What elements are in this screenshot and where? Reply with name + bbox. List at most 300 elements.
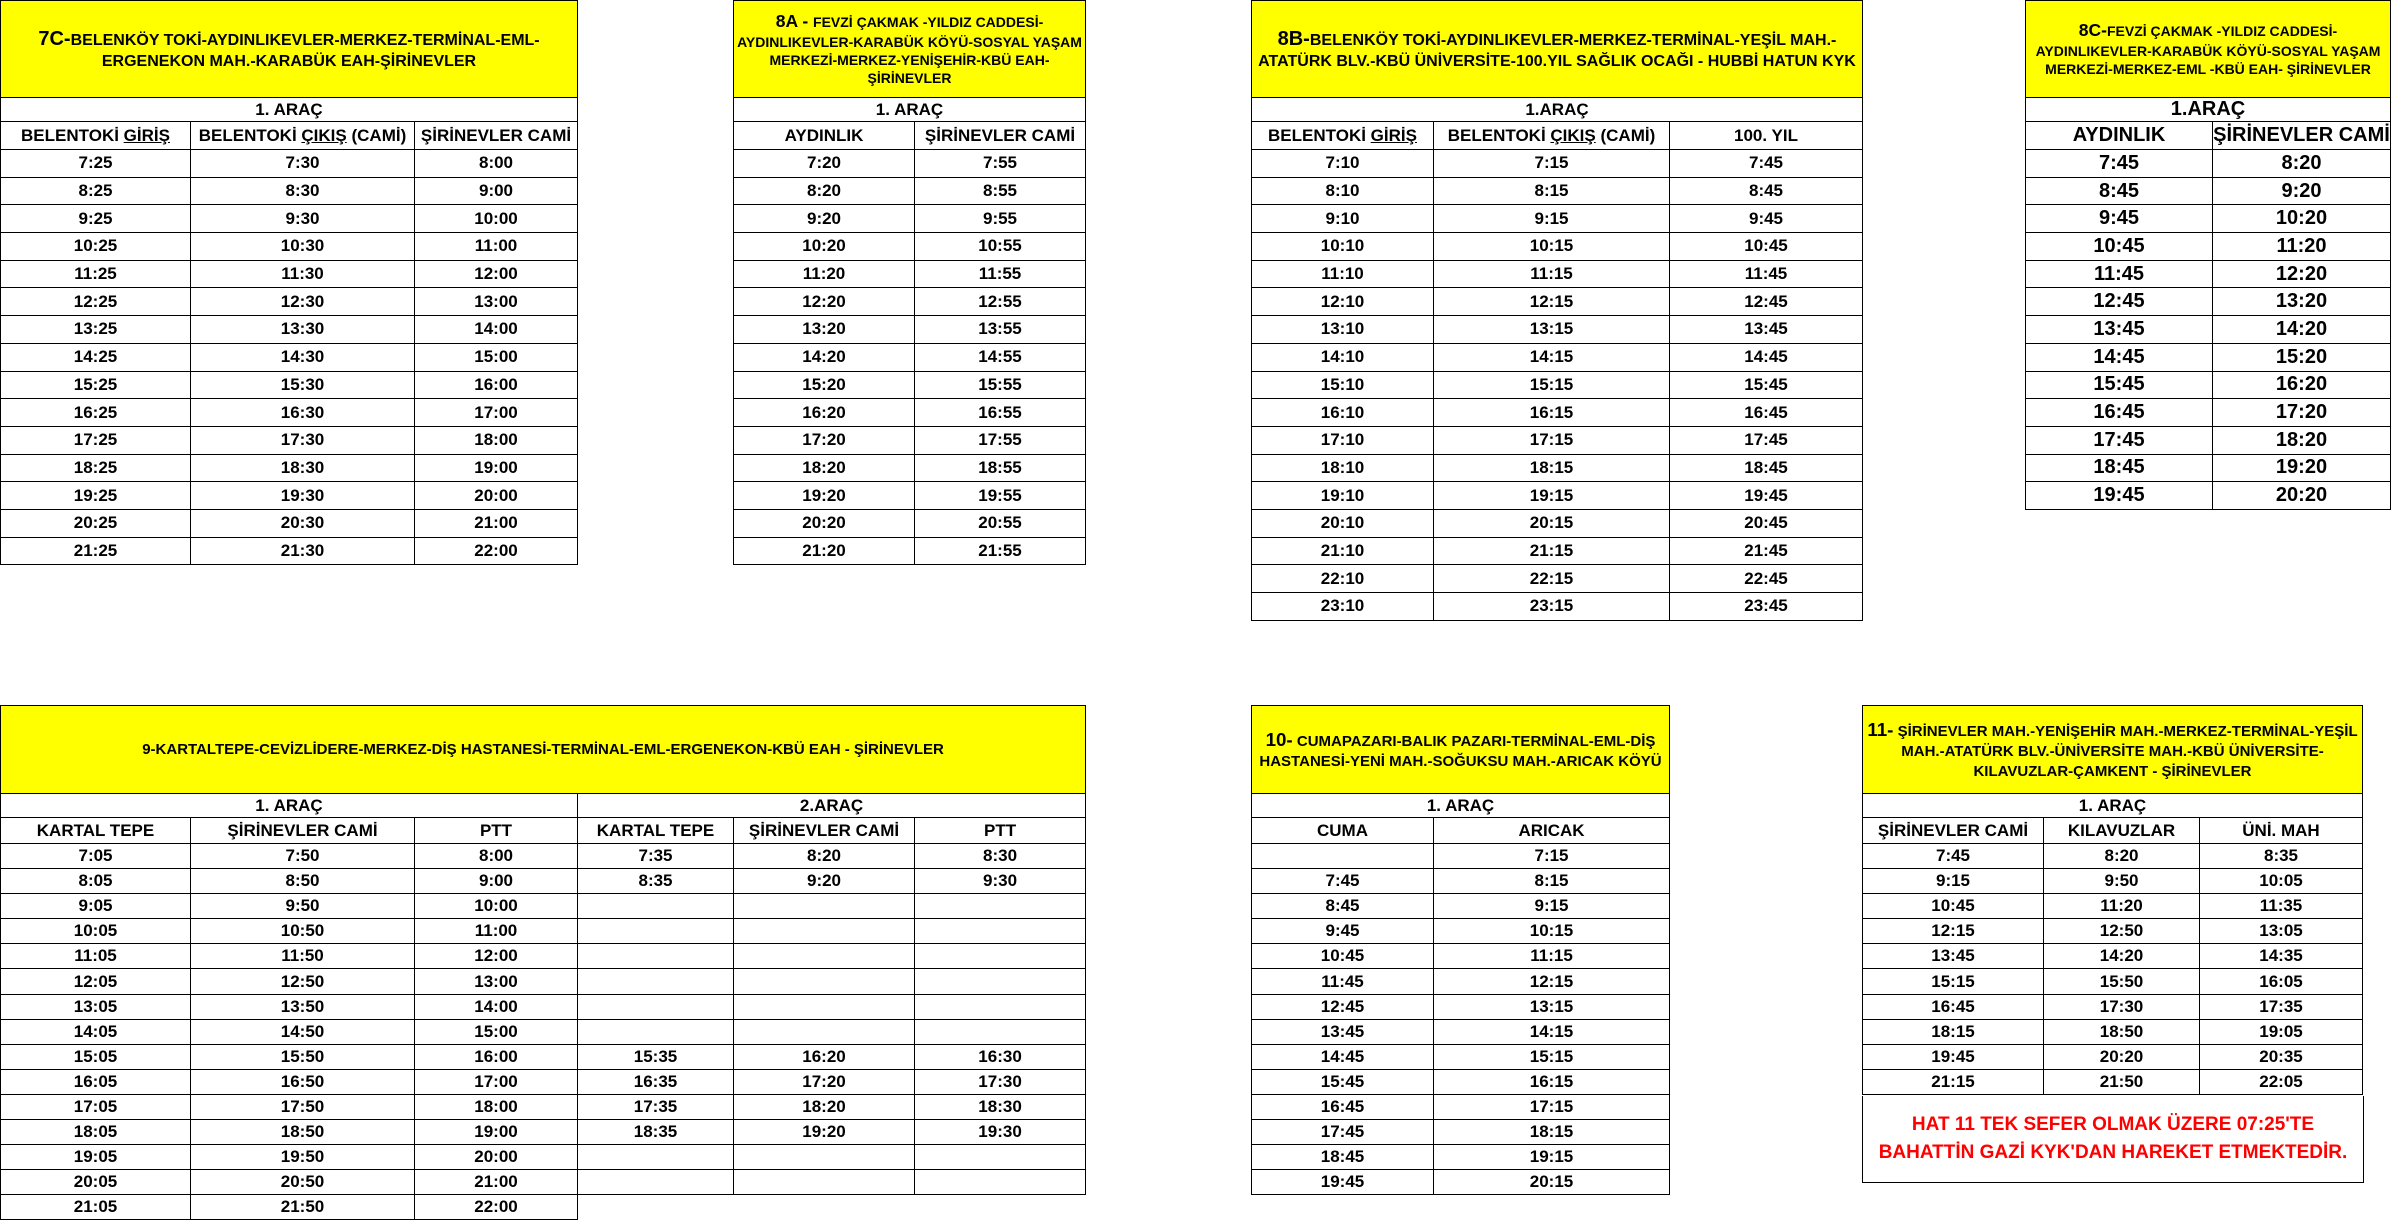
table-row (1252, 994, 1670, 1019)
time-cell: 12:10 (1252, 288, 1434, 316)
vehicle-label: 1. ARAÇ (1, 794, 578, 818)
time-cell: 9:00 (415, 177, 578, 205)
time-cell: 9:45 (2026, 205, 2213, 233)
time-cell (734, 994, 915, 1019)
table-row (1252, 371, 1863, 399)
time-cell: 16:55 (915, 399, 1086, 427)
time-cell: 10:15 (1434, 919, 1670, 944)
vehicle-label: 1. ARAÇ (1863, 794, 2363, 818)
time-cell: 11:20 (2213, 233, 2391, 261)
vehicle-label: 1.ARAÇ (1252, 98, 1863, 122)
table-row (734, 288, 1086, 316)
time-cell: 12:25 (1, 288, 191, 316)
time-cell (734, 969, 915, 994)
table-row (1252, 1145, 1670, 1170)
time-cell: 16:30 (191, 399, 415, 427)
table-row (2026, 426, 2391, 454)
time-cell: 14:20 (2044, 944, 2200, 969)
time-cell: 19:30 (915, 1120, 1086, 1145)
time-cell: 21:55 (915, 537, 1086, 565)
table-row (1252, 205, 1863, 233)
table-row (1, 426, 578, 454)
time-cell: 21:10 (1252, 537, 1434, 565)
time-cell: 18:00 (415, 1094, 578, 1119)
time-cell: 20:25 (1, 509, 191, 537)
time-cell: 16:00 (415, 371, 578, 399)
table-row (1, 1195, 1086, 1220)
timetable-t8a (733, 0, 1086, 565)
route-code: 8C- (2078, 20, 2107, 41)
time-cell: 20:00 (415, 482, 578, 510)
vehicle-label: 2.ARAÇ (578, 794, 1086, 818)
time-cell: 18:45 (2026, 454, 2213, 482)
time-cell: 17:45 (2026, 426, 2213, 454)
time-cell: 18:20 (734, 454, 915, 482)
time-cell: 8:45 (1670, 177, 1863, 205)
table-row (2026, 260, 2391, 288)
time-cell: 19:00 (415, 454, 578, 482)
table-row (1, 233, 578, 261)
time-cell: 11:10 (1252, 260, 1434, 288)
time-cell: 19:45 (2026, 482, 2213, 510)
route-title (1252, 1, 1863, 98)
time-cell: 17:35 (2200, 994, 2363, 1019)
time-cell (734, 1170, 915, 1195)
time-cell: 11:20 (734, 260, 915, 288)
time-cell: 19:10 (1252, 482, 1434, 510)
table-row (734, 316, 1086, 344)
time-cell: 21:15 (1863, 1069, 2044, 1094)
time-cell: 7:50 (191, 844, 415, 869)
time-cell: 9:10 (1252, 205, 1434, 233)
table-row (1, 343, 578, 371)
time-cell: 17:55 (915, 426, 1086, 454)
route-code: 7C- (38, 27, 71, 50)
stop-header: AYDINLIK (2026, 122, 2213, 150)
time-cell: 10:05 (2200, 869, 2363, 894)
time-cell: 17:45 (1670, 426, 1863, 454)
table-row (1252, 454, 1863, 482)
time-cell: 8:30 (915, 844, 1086, 869)
table-row (1252, 509, 1863, 537)
table-row (734, 482, 1086, 510)
time-cell: 9:15 (1434, 894, 1670, 919)
time-cell: 11:15 (1434, 944, 1670, 969)
time-cell (578, 919, 734, 944)
stop-header: BELENTOKİ ÇIKIŞ (CAMİ) (191, 122, 415, 150)
table-row (1252, 844, 1670, 869)
table-row (734, 399, 1086, 427)
table-row (1252, 482, 1863, 510)
time-cell: 11:45 (2026, 260, 2213, 288)
table-row (1, 482, 578, 510)
time-cell: 7:45 (1670, 150, 1863, 178)
time-cell: 16:00 (415, 1044, 578, 1069)
time-cell: 16:45 (1252, 1094, 1434, 1119)
time-cell: 19:05 (1, 1145, 191, 1170)
time-cell: 12:20 (2213, 260, 2391, 288)
vehicle-label: 1. ARAÇ (1252, 794, 1670, 818)
time-cell: 12:30 (191, 288, 415, 316)
time-cell: 21:05 (1, 1195, 191, 1220)
time-cell: 22:05 (2200, 1069, 2363, 1094)
time-cell: 20:20 (2213, 482, 2391, 510)
time-cell: 8:00 (415, 150, 578, 178)
table-row (1863, 869, 2363, 894)
time-cell: 16:35 (578, 1069, 734, 1094)
time-cell: 8:35 (578, 869, 734, 894)
time-cell: 16:05 (2200, 969, 2363, 994)
time-cell: 7:55 (915, 150, 1086, 178)
time-cell: 22:00 (415, 537, 578, 565)
time-cell: 17:30 (2044, 994, 2200, 1019)
time-cell: 8:15 (1434, 869, 1670, 894)
time-cell: 9:45 (1670, 205, 1863, 233)
time-cell: 14:20 (734, 343, 915, 371)
table-row (2026, 288, 2391, 316)
table-row (1252, 1094, 1670, 1119)
departure-note: HAT 11 TEK SEFER OLMAK ÜZERE 07:25'TE BAHATTİN GAZİ KYK'DAN HAREKET ETMEKTEDİR. (1862, 1096, 2364, 1183)
stop-header: CUMA (1252, 818, 1434, 844)
time-cell: 18:55 (915, 454, 1086, 482)
time-cell: 11:50 (191, 944, 415, 969)
time-cell: 13:30 (191, 316, 415, 344)
table-row (1, 1069, 1086, 1094)
time-cell: 16:45 (1863, 994, 2044, 1019)
stop-header: KILAVUZLAR (2044, 818, 2200, 844)
time-cell: 15:45 (1670, 371, 1863, 399)
time-cell: 19:45 (1670, 482, 1863, 510)
time-cell (1252, 844, 1434, 869)
table-row (1, 205, 578, 233)
table-row (2026, 454, 2391, 482)
table-row (1252, 150, 1863, 178)
time-cell: 11:05 (1, 944, 191, 969)
table-row (1, 844, 1086, 869)
route-code: 10- (1265, 728, 1293, 750)
time-cell: 15:35 (578, 1044, 734, 1069)
route-title (734, 1, 1086, 98)
time-cell: 12:45 (1252, 994, 1434, 1019)
time-cell: 16:25 (1, 399, 191, 427)
time-cell: 11:30 (191, 260, 415, 288)
time-cell (915, 1170, 1086, 1195)
table-row (1, 1094, 1086, 1119)
time-cell: 18:30 (915, 1094, 1086, 1119)
stop-header: ŞİRİNEVLER CAMİ (1863, 818, 2044, 844)
time-cell: 10:25 (1, 233, 191, 261)
time-cell: 15:50 (191, 1044, 415, 1069)
table-row (734, 454, 1086, 482)
time-cell (915, 969, 1086, 994)
table-row (1252, 233, 1863, 261)
time-cell: 17:30 (191, 426, 415, 454)
time-cell: 15:25 (1, 371, 191, 399)
time-cell: 7:20 (734, 150, 915, 178)
time-cell: 8:45 (1252, 894, 1434, 919)
time-cell: 14:15 (1434, 343, 1670, 371)
time-cell: 13:55 (915, 316, 1086, 344)
time-cell: 20:20 (2044, 1044, 2200, 1069)
time-cell: 8:20 (2044, 844, 2200, 869)
table-row (1252, 944, 1670, 969)
time-cell: 20:20 (734, 509, 915, 537)
time-cell: 22:45 (1670, 565, 1863, 593)
time-cell: 15:10 (1252, 371, 1434, 399)
time-cell: 15:15 (1863, 969, 2044, 994)
time-cell: 10:15 (1434, 233, 1670, 261)
time-cell: 17:35 (578, 1094, 734, 1119)
time-cell: 19:20 (734, 482, 915, 510)
time-cell: 19:15 (1434, 482, 1670, 510)
stop-header: BELENTOKİ GİRİŞ (1252, 122, 1434, 150)
time-cell: 9:50 (2044, 869, 2200, 894)
time-cell: 19:15 (1434, 1145, 1670, 1170)
time-cell: 8:10 (1252, 177, 1434, 205)
timetable-t10 (1251, 705, 1670, 1195)
time-cell: 11:45 (1670, 260, 1863, 288)
time-cell: 9:30 (915, 869, 1086, 894)
time-cell: 16:20 (734, 399, 915, 427)
time-cell: 13:00 (415, 288, 578, 316)
time-cell (734, 894, 915, 919)
stop-header: ŞİRİNEVLER CAMİ (191, 818, 415, 844)
time-cell: 7:30 (191, 150, 415, 178)
time-cell: 12:50 (2044, 919, 2200, 944)
table-row (1, 869, 1086, 894)
table-row (1252, 1019, 1670, 1044)
time-cell: 12:45 (1670, 288, 1863, 316)
table-row (734, 233, 1086, 261)
stop-header: ARICAK (1434, 818, 1670, 844)
time-cell: 20:35 (2200, 1044, 2363, 1069)
time-cell: 13:00 (415, 969, 578, 994)
time-cell: 16:30 (915, 1044, 1086, 1069)
time-cell: 18:50 (2044, 1019, 2200, 1044)
stop-header: 100. YIL (1670, 122, 1863, 150)
time-cell (734, 944, 915, 969)
time-cell: 7:15 (1434, 150, 1670, 178)
route-code: 8A - (775, 11, 814, 32)
time-cell: 19:45 (1863, 1044, 2044, 1069)
time-cell: 9:30 (191, 205, 415, 233)
route-title (1252, 706, 1670, 794)
table-row (2026, 482, 2391, 510)
time-cell (734, 1145, 915, 1170)
time-cell: 21:50 (191, 1195, 415, 1220)
time-cell (915, 1019, 1086, 1044)
table-row (1863, 844, 2363, 869)
time-cell: 19:50 (191, 1145, 415, 1170)
route-stops: FEVZİ ÇAKMAK -YILDIZ CADDESİ-AYDINLIKEVLER-KARABÜK KÖYÜ-SOSYAL YAŞAM MERKEZİ-MERKEZ-YENİŞEHİR-KBÜ EAH-ŞİRİNEVLER (737, 14, 1082, 87)
time-cell: 16:05 (1, 1069, 191, 1094)
time-cell: 23:15 (1434, 593, 1670, 621)
time-cell (915, 1145, 1086, 1170)
time-cell: 12:00 (415, 260, 578, 288)
time-cell (578, 944, 734, 969)
time-cell: 17:05 (1, 1094, 191, 1119)
time-cell: 12:15 (1863, 919, 2044, 944)
table-row (1, 260, 578, 288)
time-cell: 10:10 (1252, 233, 1434, 261)
time-cell: 9:20 (2213, 177, 2391, 205)
time-cell: 17:50 (191, 1094, 415, 1119)
time-cell: 9:00 (415, 869, 578, 894)
time-cell: 13:45 (1670, 316, 1863, 344)
time-cell: 13:15 (1434, 994, 1670, 1019)
time-cell: 19:30 (191, 482, 415, 510)
time-cell (578, 994, 734, 1019)
time-cell: 22:00 (415, 1195, 578, 1220)
time-cell: 7:45 (2026, 150, 2213, 178)
time-cell: 18:15 (1863, 1019, 2044, 1044)
table-row (1, 150, 578, 178)
table-row (2026, 343, 2391, 371)
table-row (1, 1019, 1086, 1044)
time-cell: 14:20 (2213, 316, 2391, 344)
table-row (1, 454, 578, 482)
time-cell: 15:45 (2026, 371, 2213, 399)
table-row (1863, 1044, 2363, 1069)
time-cell: 21:25 (1, 537, 191, 565)
vehicle-label: 1. ARAÇ (734, 98, 1086, 122)
time-cell: 20:45 (1670, 509, 1863, 537)
table-row (1, 371, 578, 399)
table-row (1252, 260, 1863, 288)
timetable-t8c (2025, 0, 2391, 510)
time-cell: 9:05 (1, 894, 191, 919)
table-row (734, 260, 1086, 288)
stop-header: ŞİRİNEVLER CAMİ (915, 122, 1086, 150)
table-row (1252, 343, 1863, 371)
time-cell: 8:55 (915, 177, 1086, 205)
table-row (1, 399, 578, 427)
table-row (1252, 177, 1863, 205)
time-cell: 19:20 (734, 1120, 915, 1145)
time-cell (578, 894, 734, 919)
time-cell: 14:05 (1, 1019, 191, 1044)
time-cell: 17:30 (915, 1069, 1086, 1094)
table-row (734, 509, 1086, 537)
time-cell: 17:20 (734, 426, 915, 454)
time-cell (915, 919, 1086, 944)
time-cell: 12:50 (191, 969, 415, 994)
table-row (1863, 1069, 2363, 1094)
time-cell: 20:15 (1434, 509, 1670, 537)
time-cell (915, 994, 1086, 1019)
table-row (734, 177, 1086, 205)
time-cell: 8:05 (1, 869, 191, 894)
time-cell: 16:20 (734, 1044, 915, 1069)
stop-header: KARTAL TEPE (578, 818, 734, 844)
time-cell: 19:45 (1252, 1170, 1434, 1195)
timetable-t7c (0, 0, 578, 565)
table-row (1252, 426, 1863, 454)
table-row (1, 288, 578, 316)
time-cell: 7:25 (1, 150, 191, 178)
time-cell: 19:00 (415, 1120, 578, 1145)
route-stops: BELENKÖY TOKİ-AYDINLIKEVLER-MERKEZ-TERMİNAL-YEŞİL MAH.-ATATÜRK BLV.-KBÜ ÜNİVERSİTE-100.YIL SAĞLIK OCAĞI - HUBBİ HATUN KYK (1258, 31, 1856, 70)
time-cell: 18:45 (1670, 454, 1863, 482)
time-cell: 17:00 (415, 1069, 578, 1094)
time-cell: 15:20 (734, 371, 915, 399)
time-cell: 16:45 (1670, 399, 1863, 427)
time-cell: 11:00 (415, 233, 578, 261)
time-cell: 9:25 (1, 205, 191, 233)
time-cell: 20:15 (1434, 1170, 1670, 1195)
time-cell: 21:45 (1670, 537, 1863, 565)
time-cell: 11:00 (415, 919, 578, 944)
table-row (1252, 399, 1863, 427)
time-cell: 15:30 (191, 371, 415, 399)
time-cell: 15:00 (415, 1019, 578, 1044)
time-cell: 18:35 (578, 1120, 734, 1145)
table-row (1863, 944, 2363, 969)
time-cell: 8:50 (191, 869, 415, 894)
table-row (1, 316, 578, 344)
time-cell: 7:45 (1252, 869, 1434, 894)
time-cell: 19:20 (2213, 454, 2391, 482)
stop-header: ŞİRİNEVLER CAMİ (415, 122, 578, 150)
route-title (1, 1, 578, 98)
table-row (1, 919, 1086, 944)
time-cell: 9:20 (734, 205, 915, 233)
table-row (2026, 399, 2391, 427)
time-cell: 18:10 (1252, 454, 1434, 482)
time-cell: 8:20 (2213, 150, 2391, 178)
time-cell: 19:05 (2200, 1019, 2363, 1044)
table-row (1, 177, 578, 205)
time-cell: 22:15 (1434, 565, 1670, 593)
time-cell: 15:20 (2213, 343, 2391, 371)
time-cell: 11:15 (1434, 260, 1670, 288)
stop-header: BELENTOKİ GİRİŞ (1, 122, 191, 150)
time-cell (734, 919, 915, 944)
table-row (2026, 205, 2391, 233)
time-cell: 14:45 (1670, 343, 1863, 371)
time-cell: 7:15 (1434, 844, 1670, 869)
stop-header: AYDINLIK (734, 122, 915, 150)
time-cell: 14:45 (2026, 343, 2213, 371)
table-row (2026, 316, 2391, 344)
time-cell (578, 1170, 734, 1195)
time-cell: 9:20 (734, 869, 915, 894)
time-cell: 18:20 (2213, 426, 2391, 454)
time-cell: 10:45 (2026, 233, 2213, 261)
table-row (1252, 1170, 1670, 1195)
time-cell: 21:50 (2044, 1069, 2200, 1094)
time-cell: 18:30 (191, 454, 415, 482)
time-cell: 20:05 (1, 1170, 191, 1195)
table-row (2026, 177, 2391, 205)
table-row (1252, 919, 1670, 944)
time-cell: 10:20 (2213, 205, 2391, 233)
table-row (2026, 150, 2391, 178)
table-row (1, 1170, 1086, 1195)
table-row (1863, 1019, 2363, 1044)
route-code: 8B- (1277, 27, 1310, 50)
table-row (1863, 969, 2363, 994)
time-cell: 20:00 (415, 1145, 578, 1170)
stop-header: ŞİRİNEVLER CAMİ (734, 818, 915, 844)
time-cell: 9:15 (1434, 205, 1670, 233)
time-cell: 21:00 (415, 1170, 578, 1195)
time-cell: 23:45 (1670, 593, 1863, 621)
time-cell: 16:15 (1434, 399, 1670, 427)
time-cell: 13:45 (1252, 1019, 1434, 1044)
time-cell: 10:45 (1863, 894, 2044, 919)
time-cell: 8:30 (191, 177, 415, 205)
